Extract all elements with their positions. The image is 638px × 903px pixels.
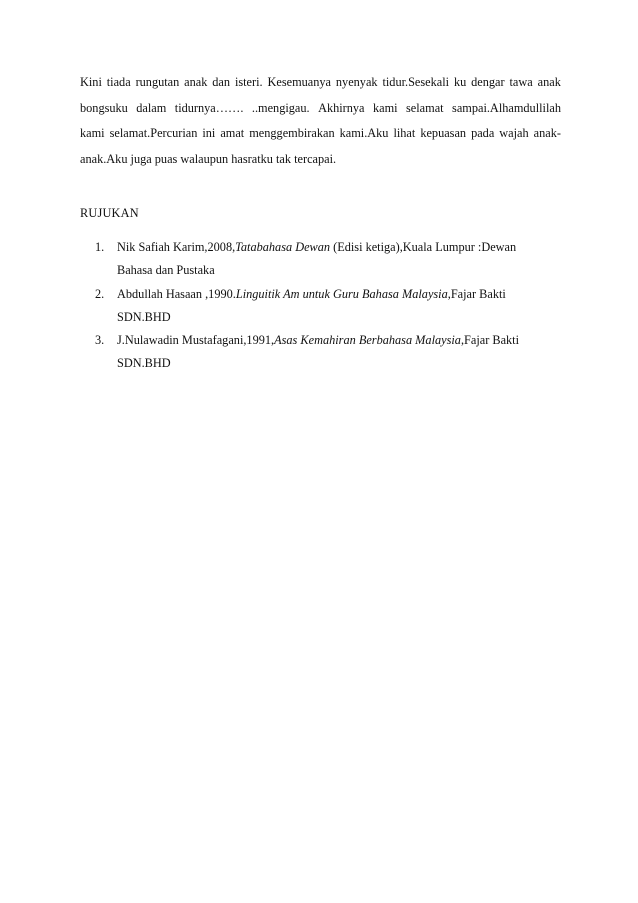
- paragraph-word: isteri.: [234, 75, 263, 89]
- paragraph-word: ku: [453, 75, 467, 89]
- reference-title: Asas Kemahiran Berbahasa Malaysia: [274, 333, 461, 348]
- reference-number: 2.: [95, 286, 105, 301]
- paragraph-word: rungutan: [135, 75, 180, 89]
- reference-item: [95, 329, 555, 376]
- references-list: [95, 236, 555, 376]
- paragraph-word: anak: [537, 75, 561, 89]
- paragraph-word: anak: [184, 75, 208, 89]
- paragraph-word: amat: [220, 126, 245, 140]
- paragraph-word: lihat: [393, 126, 416, 140]
- paragraph-word: tiada: [106, 75, 131, 89]
- paragraph-word: ini: [202, 126, 216, 140]
- references-heading: RUJUKAN: [80, 206, 139, 220]
- reference-item: [95, 283, 555, 330]
- paragraph-word: tidur.Sesekali: [382, 75, 450, 89]
- paragraph-word: nyenyak: [335, 75, 378, 89]
- paragraph-line-4: anak.Aku juga puas walaupun hasratku tak tercapai.: [80, 151, 337, 166]
- reference-details: ,Fajar Bakti: [460, 333, 520, 348]
- reference-line-2: Bahasa dan Pustaka: [117, 263, 215, 278]
- paragraph-word: selamat.Percurian: [109, 126, 198, 140]
- paragraph-word: dan: [212, 75, 231, 89]
- paragraph-word: bongsuku: [80, 100, 128, 115]
- reference-text: [117, 283, 555, 330]
- reference-details: (Edisi ketiga),Kuala Lumpur :Dewan: [330, 240, 517, 254]
- reference-number: 3.: [95, 333, 105, 348]
- reference-line-1: [117, 283, 555, 306]
- reference-text: [117, 236, 555, 283]
- paragraph-word: Kesemuanya: [267, 75, 332, 89]
- reference-line-2: SDN.BHD: [117, 309, 171, 324]
- reference-author: Nik Safiah Karim,2008,: [117, 240, 236, 254]
- paragraph-line-1: [80, 70, 561, 96]
- reference-title: Linguitik Am untuk Guru Bahasa Malaysia: [235, 286, 448, 301]
- reference-details: ,Fajar Bakti: [447, 286, 506, 301]
- reference-author: J.Nulawadin Mustafagani,1991,: [117, 333, 275, 348]
- paragraph-word: sampai.Alhamdullilah: [452, 100, 561, 115]
- paragraph-word: kami.Aku: [339, 126, 389, 140]
- paragraph-word: menggembirakan: [249, 126, 335, 140]
- reference-number: 1.: [95, 240, 105, 254]
- paragraph-word: kepuasan: [420, 126, 467, 140]
- reference-line-1: [117, 329, 555, 352]
- paragraph-word: dalam: [136, 100, 167, 115]
- paragraph-word: kami: [80, 126, 105, 140]
- paragraph-word: wajah: [499, 126, 529, 140]
- paragraph-word: ..mengigau.: [251, 100, 310, 115]
- reference-author: Abdullah Hasaan ,1990.: [117, 286, 236, 301]
- paragraph-word: anak-: [533, 126, 561, 140]
- paragraph-word: tidurnya…….: [174, 100, 244, 115]
- reference-item: [95, 236, 555, 283]
- paragraph-word: Akhirnya: [318, 100, 365, 115]
- paragraph-line-3: [80, 121, 561, 147]
- closing-paragraph: [80, 70, 561, 172]
- paragraph-word: tawa: [509, 75, 533, 89]
- reference-line-2: SDN.BHD: [117, 356, 171, 371]
- reference-text: [117, 329, 555, 376]
- paragraph-word: kami: [372, 100, 398, 115]
- paragraph-word: pada: [471, 126, 495, 140]
- paragraph-word: dengar: [471, 75, 505, 89]
- reference-line-1: [117, 236, 555, 259]
- paragraph-word: Kini: [80, 75, 102, 89]
- reference-title: Tatabahasa Dewan: [235, 240, 331, 254]
- paragraph-line-2: [80, 96, 561, 122]
- paragraph-word: selamat: [406, 100, 444, 115]
